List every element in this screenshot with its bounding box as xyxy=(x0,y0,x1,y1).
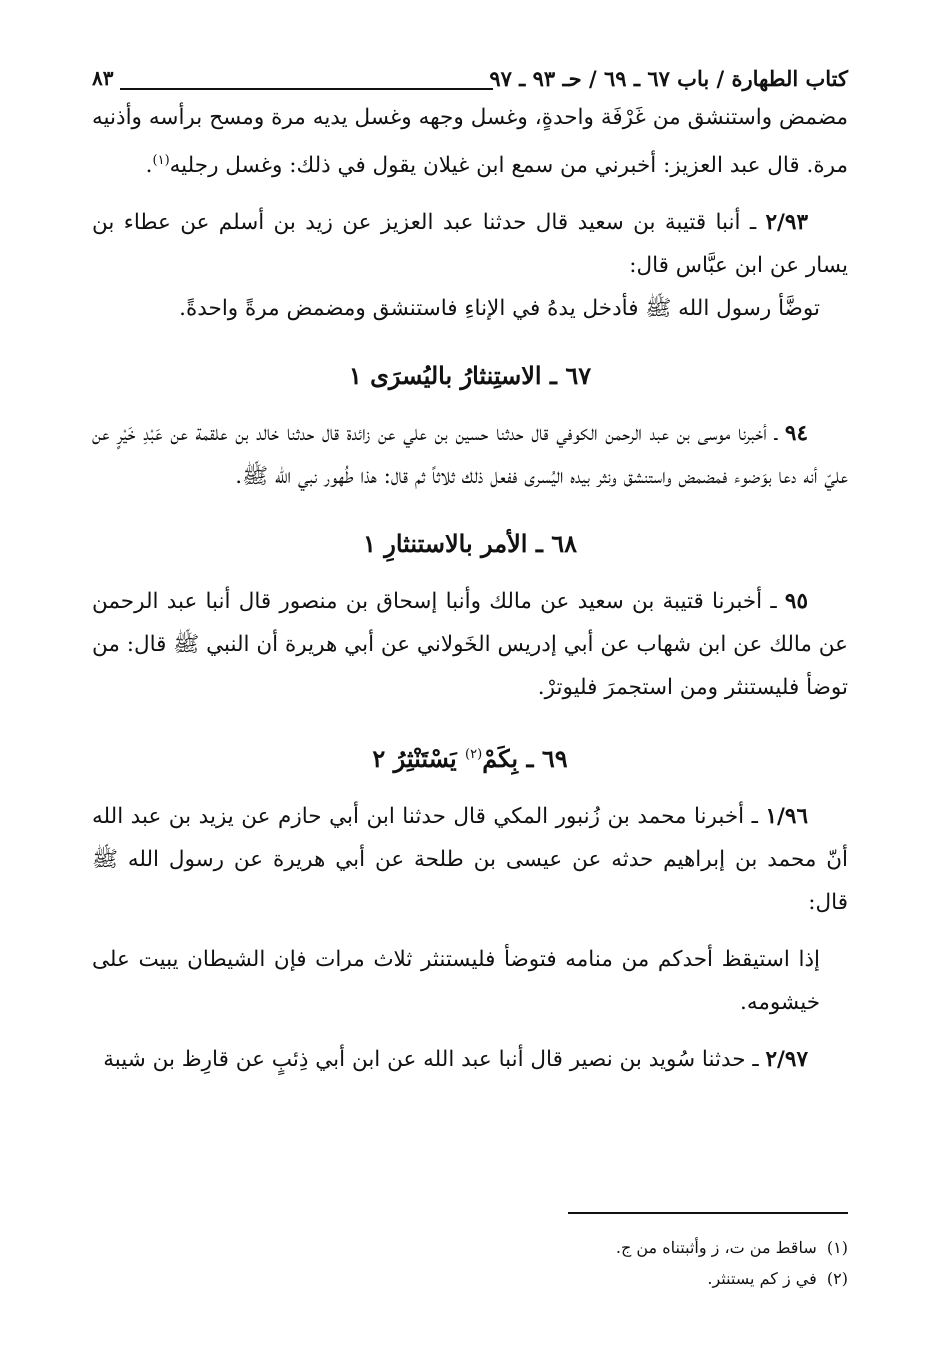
hadith-text: ـ حدثنا سُويد بن نصير قال أنبا عبد الله عن ابن أبي ذِئبٍ عن قارِظ بن شيبة xyxy=(103,1047,759,1073)
paragraph-continuation xyxy=(92,96,848,187)
hadith-97 xyxy=(92,1038,848,1081)
paragraph-text: مضمض واستنشق من غَرْفَة واحدةٍ، وغسل وجهه وغسل يديه مرة ومسح برأسه وأذنيه مرة. قال عبد العزيز: أخبرني من سمع ابن غيلان يقول في ذلك: وغسل رجليه xyxy=(92,105,848,179)
hadith-text: ـ أخبرنا محمد بن زُنبور المكي قال حدثنا ابن أبي حازم عن يزيد بن عبد الله أنّ محمد بن إبراهيم حدثه عن عيسى بن طلحة عن أبي هريرة عن رسول الله ﷺ قال: xyxy=(92,804,848,916)
hadith-text: ـ أخبرنا موسى بن عبد الرحمن الكوفي قال حدثنا حسين بن علي عن زائدة قال حدثنا خالد بن علقمة عن عَبْدِ خَيْرٍ عن عليّ أنه دعا بوَضوء فمضمض واستنشق ونثر بيده اليُسرى ففعل ذلك ثلاثاً ثم قال: هذا طُهور نبي الله ﷺ. xyxy=(92,421,848,490)
hadith-number: ٢/٩٣ xyxy=(765,210,808,236)
footnote-marker: (١) xyxy=(152,153,170,168)
hadith-95 xyxy=(92,580,848,709)
footnote-2 xyxy=(616,1263,848,1294)
hadith-text: ـ أنبا قتيبة بن سعيد قال حدثنا عبد العزيز عن زيد بن أسلم عن عطاء بن يسار عن ابن عبَّاس قال: xyxy=(92,210,848,279)
hadith-number: ٢/٩٧ xyxy=(765,1047,808,1073)
header-title: كتاب الطهارة / باب ٦٧ ـ ٦٩ / حـ ٩٣ ـ ٩٧ xyxy=(489,66,848,91)
paragraph-end: . xyxy=(145,153,153,179)
hadith-number: ٩٤ xyxy=(784,421,808,447)
hadith-93 xyxy=(92,201,848,287)
hadith-number: ٩٥ xyxy=(784,589,808,615)
footnote-text: ساقط من ت، ز وأثبتناه من ج. xyxy=(615,1238,817,1257)
footnotes xyxy=(616,1232,848,1294)
hadith-number: ١/٩٦ xyxy=(765,804,808,830)
page-content xyxy=(92,66,848,1081)
footnote-text: في ز كم يستنثر. xyxy=(707,1269,817,1288)
header-rule xyxy=(120,88,493,90)
hadith-94 xyxy=(92,412,848,498)
hadith-text: ـ أخبرنا قتيبة بن سعيد عن مالك وأنبا إسحاق بن منصور قال أنبا عبد الرحمن عن مالك عن ابن شهاب عن أبي إدريس الخَولاني عن أبي هريرة أن النبي ﷺ قال: من توضأ فليستنثر ومن استجمرَ فليوترْ. xyxy=(92,589,848,701)
footnote-marker: (٢) xyxy=(465,747,483,763)
hadith-93-quote: توضَّأ رسول الله ﷺ فأدخل يدهُ في الإناءِ فاستنشق ومضمض مرةً واحدةً. xyxy=(179,296,820,322)
hadith-96-quote: إذا استيقظ أحدكم من منامه فتوضأ فليستنثر ثلاث مرات فإن الشيطان يبيت على خيشومه. xyxy=(92,947,820,1016)
footnote-mark: (١) xyxy=(826,1238,848,1257)
chapter-heading-67: ٦٧ ـ الاستِنثارُ باليُسرَى ١ xyxy=(348,361,592,391)
chapter-heading-68: ٦٨ ـ الأمر بالاستنثارِ ١ xyxy=(363,529,577,559)
chapter-heading-text-end: يَسْتَنْثِرُ ٢ xyxy=(372,744,466,774)
footnote-1 xyxy=(616,1232,848,1263)
footnote-separator xyxy=(568,1212,848,1214)
chapter-heading-text: ٦٩ ـ بِكَمْ xyxy=(482,744,568,774)
page-number: ٨٣ xyxy=(92,66,114,90)
running-header xyxy=(92,66,848,96)
hadith-96 xyxy=(92,795,848,924)
chapter-heading-69 xyxy=(92,735,848,779)
footnote-mark: (٢) xyxy=(826,1269,848,1288)
